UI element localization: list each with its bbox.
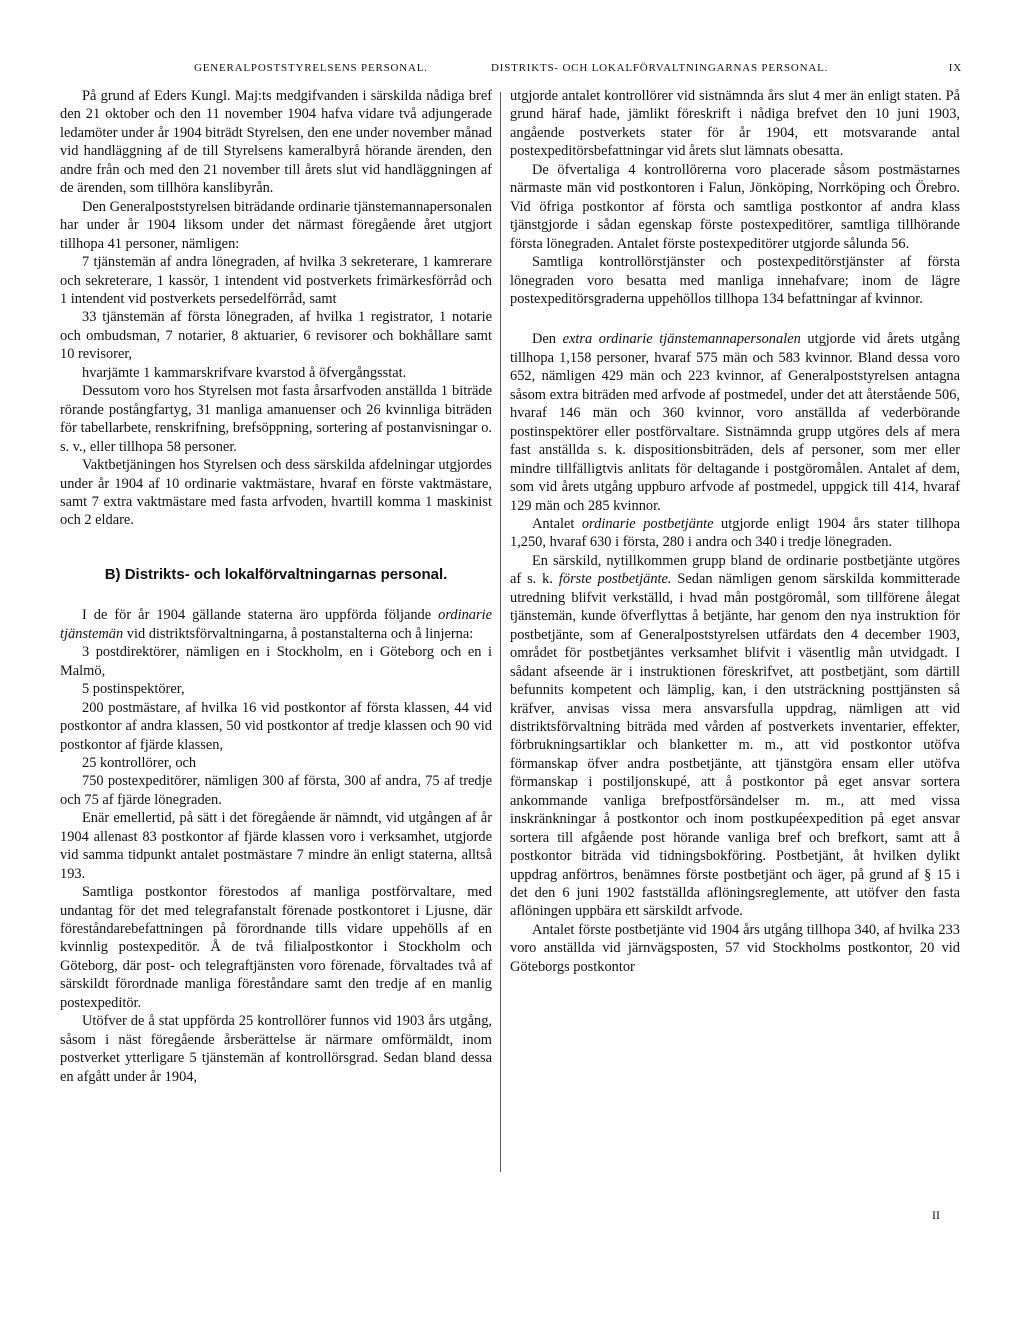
list-item: 5 postinspektörer, [82,681,185,698]
text-run: utgjorde vid årets utgång tillhopa 1,158 personer, hvaraf 575 män och 583 kvinnor. Bland dessa voro 652, nämligen 429 män och 223 kvinnor, af Generalpoststyrelsen antagna såsom extra biträden med arfvode af postmedel, under det att återstående 506, hvaraf 146 män och 360 kvinnor, voro anställda af vederbörande postinspektörer eller postförvaltare. Sistnämnda grupp utgöres dels af mera fast anställda s. k. dispositionsbiträden, dels af personer, som mer eller mindre tillfälligtvis anlitats för deltagande i postgöromålen. Antalet af dem, som vid årets utgång uppburo arfvode af postmedel, uppgick till 414, hvaraf 129 män och 285 kvinnor. [510,331,960,514]
running-header [60,62,968,82]
paragraph [510,515,960,552]
section-title: B) Distrikts- och lokalförvaltningarnas personal. [104,565,448,583]
paragraph: På grund af Eders Kungl. Maj:ts medgifvanden i särskilda nådiga bref den 21 oktober och den 11 november 1904 hafva vidare två adjungerade ledamöter under år 1904 biträdt Styrelsen, den ene under november månad vid handläggning af de till Styrelsens kameralbyrå hörande ärenden, den andre från och med den 21 november till årets slut vid handläggningen af de ärenden, som tillhöra kanslibyrån. [60,88,492,197]
text-run: Sedan nämligen genom särskilda kommitterade utredning blifvit verkställd, i hvad mån postgöromål, som tillförene ålegat tjänstemän, kunde öfverflyttas å betjänte, har genom den nya instruktion för postbetjänte, som af Generalpoststyrelsen utfärdats den 4 december 1903, området för postbetjäntes verksamhet blifvit i väsentlig mån utvidgadt. I sådant afseende är i instruktionen föreskrifvet, att postbetjänt, som därtill befunnits kompetent och lämplig, kan, i den utsträckning posttjänsten så kräfver, anvisas vissa mera ansvarsfulla uppdrag, nämligen att vid distriktsförvaltning biträda med vården af postverkets inventarier, effekter, förbrukningsartiklar och blanketter m. m., att vid postkontor utöfva förmanskap öfver andra postbetjänte, att tjänstgöra ensam eller utöfva förmanskap i postiljonskupé, att å postkontor på eget ansvar sortera ankommande vanliga brefpostförsändelser m. m., att med vissa inskränkningar å postkontor och inom postkupéexpedition på eget ansvar sortera till afgående post hörande vanliga bref och brefkort, samt att å postkontor biträda vid tidningsbokföring. Postbetjänt, åt hvilken dylikt uppdrag anförtros, benämnes förste postbetjänt och äger, på grund af § 15 i det den 6 juni 1902 fastställda aflöningsreglemente, att utöfver den fasta aflöningen uppbära ett särskildt arfvode. [510,571,960,920]
page-number: IX [948,62,962,74]
header-right: DISTRIKTS- OCH LOKALFÖRVALTNINGARNAS PERSONAL. [491,62,829,74]
text-run: I de för år 1904 gällande staterna äro uppförda följande [82,607,439,624]
paragraph: hvarjämte 1 kammarskrifvare kvarstod å öfvergångsstat. [82,364,407,381]
list-item: 200 postmästare, af hvilka 16 vid postkontor af första klassen, 44 vid postkontor af andra klassen, 50 vid postkontor af tredje klassen och 90 vid postkontor af fjärde klassen, [60,699,492,753]
text-run: Antalet [532,515,582,532]
paragraph: utgjorde antalet kontrollörer vid sistnämnda års slut 4 mer än enligt staten. På grund häraf hade, jämlikt föreskrift i nådiga brefvet den 10 juni 1903, angående postverkets stater för år 1904, ett motsvarande antal postexpeditörsbefattningar vid årets slut lämnats obesatta. [510,88,960,160]
text-run: Den [532,331,563,348]
list-item: 3 postdirektörer, nämligen en i Stockholm, en i Göteborg och en i Malmö, [60,644,492,679]
left-column [60,87,492,1086]
signature-mark: II [932,1208,940,1222]
right-column [510,87,960,976]
text-run: vid distriktsförvaltningarna, å postanstalterna och å linjerna: [123,625,474,642]
italic-term: ordinarie tjänstemän [60,607,492,642]
italic-term: extra ordinarie tjänstemannapersonalen [562,331,801,348]
italic-term: förste postbetjänte. [558,571,672,588]
italic-term: ordinarie postbetjänte [581,515,714,532]
paragraph: Antalet förste postbetjänte vid 1904 års utgång tillhopa 340, af hvilka 233 voro anställda vid järnvägsposten, 57 vid Stockholms postkontor, 20 vid Göteborgs postkontor [510,921,960,975]
paragraph [510,330,960,515]
text-run: En särskild, nytillkommen grupp bland de ordinarie postbetjänte utgöres af s. k. [510,552,960,588]
paragraph [60,606,492,643]
text-run: utgjorde enligt 1904 års stater tillhopa 1,250, hvaraf 630 i första, 280 i andra och 340 i tredje lönegraden. [510,515,960,551]
paragraph: Samtliga kontrollörstjänster och postexpeditörstjänster af första lönegraden voro besatta med manliga innehafvare; inom de lägre postexpeditörsgraderna uppehöllos tillhopa 134 befattningar af kvinnor. [510,254,960,307]
list-item: 750 postexpeditörer, nämligen 300 af första, 300 af andra, 75 af tredje och 75 af fjärde lönegraden. [60,773,492,808]
paragraph: 7 tjänstemän af andra lönegraden, af hvilka 3 sekreterare, 1 kamrerare och sekreterare, 1 kassör, 1 intendent vid postverkets frimärkesförråd och 1 intendent vid postverkets persedelförråd, samt [60,254,492,307]
paragraph: Vaktbetjäningen hos Styrelsen och dess särskilda afdelningar utgjordes under år 1904 af 10 ordinarie vaktmästare, hvaraf en förste vaktmästare, samt 7 extra vaktmästare med fasta arfvoden, hvartill komma 1 maskinist och 2 eldare. [60,457,492,529]
paragraph: Utöfver de å stat uppförda 25 kontrollörer funnos vid 1903 års utgång, såsom i näst föregående årsberättelse är närmare omförmäldt, inom postverket ytterligare 5 tjänstemän af kontrollörsgrad. Sedan bland dessa en afgått under år 1904, [60,1013,492,1085]
paragraph: De öfvertaliga 4 kontrollörerna voro placerade såsom postmästarnes närmaste män vid postkontoren i Falun, Jönköping, Norrköping och Örebro. Vid öfriga postkontor af första och samtliga postkontor af andra klass tjänstgjorde i sådan egenskap förste postexpeditörer, samtliga tillhörande första lönegraden. Antalet förste postexpeditörer utgjorde sålunda 56. [510,161,960,252]
column-divider [500,92,501,1172]
paragraph: Samtliga postkontor förestodos af manliga postförvaltare, med undantag för det med telegrafanstalt förenade postkontoret i Ljusne, där föreståndarebefattningen på förordnande tills vidare uppehölls af en kvinnlig postexpeditör. Å de två filialpostkontor i Stockholm och Göteborg, där post- och telegraftjänsten voro förenade, förvaltades två af särskildt förordnade manliga föreståndare samt den tredje af en manlig postexpeditör. [60,884,492,1011]
paragraph: Den Generalpoststyrelsen biträdande ordinarie tjänstemannapersonalen har under år 1904 liksom under det närmast föregående året utgjort tillhopa 41 personer, nämligen: [60,198,492,252]
paragraph [510,552,960,921]
paragraph: Enär emellertid, på sätt i det föregående är nämndt, vid utgången af år 1904 allenast 83 postkontor af fjärde klassen voro i verksamhet, utgjorde vid samma tidpunkt antalet postmästare 7 mindre än enligt staterna, alltså 193. [60,810,492,882]
paragraph: 33 tjänstemän af första lönegraden, af hvilka 1 registrator, 1 notarie och ombudsman, 7 notarier, 8 aktuarier, 6 revisorer och bokhållare samt 10 revisorer, [60,309,492,363]
header-left: GENERALPOSTSTYRELSENS PERSONAL. [194,62,428,74]
paragraph: Dessutom voro hos Styrelsen mot fasta årsarfvoden anställda 1 biträde rörande postångfartyg, 31 manliga amanuenser och 26 kvinnliga biträden för tabellarbete, renskrifning, brefsöppning, sortering af postanvisningar o. s. v., eller tillhopa 58 personer. [60,383,492,455]
list-item: 25 kontrollörer, och [82,754,197,771]
